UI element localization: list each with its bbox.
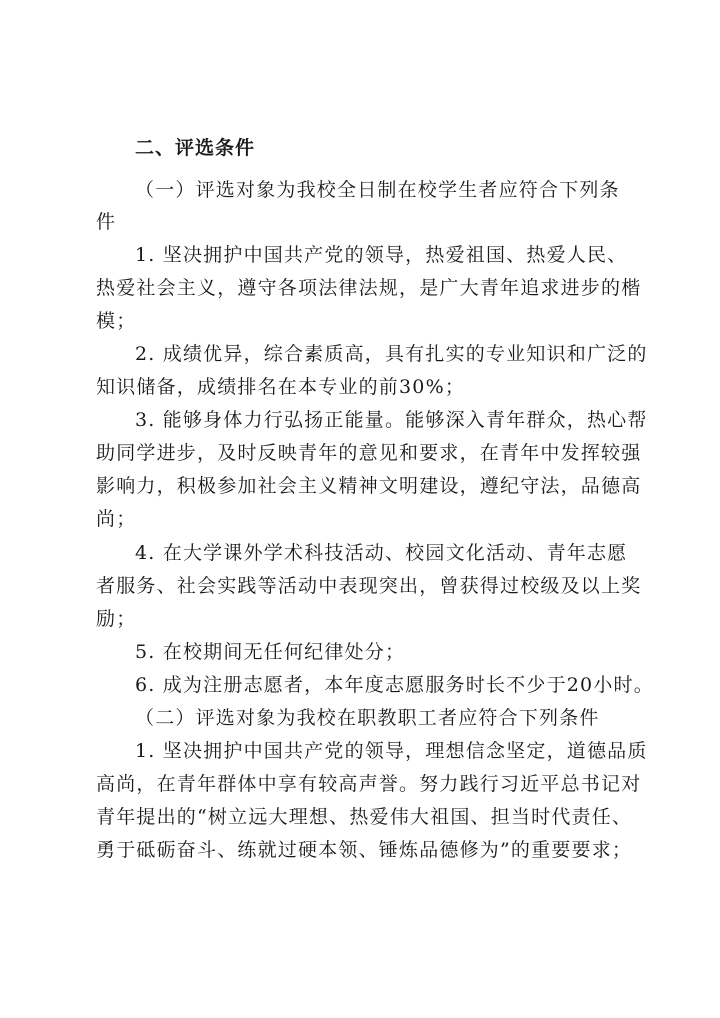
part2-item1-line4: 勇于砥砺奋斗、练就过硬本领、锤炼品德修为”的重要要求； — [96, 839, 633, 861]
part1-item6-line1: 6. 成为注册志愿者，本年度志愿服务时长不少于20小时。 — [135, 674, 654, 696]
part1-title-line2: 件 — [96, 211, 117, 233]
part1-item1-line2: 热爱社会主义，遵守各项法律法规，是广大青年追求进步的楷 — [96, 277, 642, 299]
part2-item1-line3: 青年提出的“树立远大理想、热爱伟大祖国、担当时代责任、 — [96, 806, 633, 828]
part1-item1-line1: 1. 坚决拥护中国共产党的领导，热爱祖国、热爱人民、 — [135, 244, 628, 266]
section-heading: 二、评选条件 — [135, 137, 256, 159]
part1-item2-line2: 知识储备，成绩排名在本专业的前30%； — [96, 376, 466, 398]
part1-item4-line2: 者服务、社会实践等活动中表现突出，曾获得过校级及以上奖 — [96, 575, 642, 597]
part1-item2-line1: 2. 成绩优异，综合素质高，具有扎实的专业知识和广泛的 — [135, 343, 648, 365]
part1-item1-line3: 模； — [96, 310, 137, 332]
part1-item3-line2: 助同学进步，及时反映青年的意见和要求，在青年中发挥较强 — [96, 442, 642, 464]
part1-item3-line1: 3. 能够身体力行弘扬正能量。能够深入青年群众，热心帮 — [135, 409, 648, 431]
part1-title-line1: （一）评选对象为我校全日制在校学生者应符合下列条 — [135, 179, 620, 201]
part1-item3-line4: 尚； — [96, 508, 137, 530]
part2-item1-line2: 高尚，在青年群体中享有较高声誉。努力践行习近平总书记对 — [96, 773, 642, 795]
part1-item3-line3: 影响力，积极参加社会主义精神文明建设，遵纪守法，品德高 — [96, 475, 642, 497]
part2-title: （二）评选对象为我校在职教职工者应符合下列条件 — [135, 707, 600, 729]
part1-item4-line3: 励； — [96, 608, 137, 630]
part1-item5-line1: 5. 在校期间无任何纪律处分； — [135, 641, 406, 663]
part2-item1-line1: 1. 坚决拥护中国共产党的领导，理想信念坚定，道德品质 — [135, 740, 648, 762]
part1-item4-line1: 4. 在大学课外学术科技活动、校园文化活动、青年志愿 — [135, 542, 628, 564]
